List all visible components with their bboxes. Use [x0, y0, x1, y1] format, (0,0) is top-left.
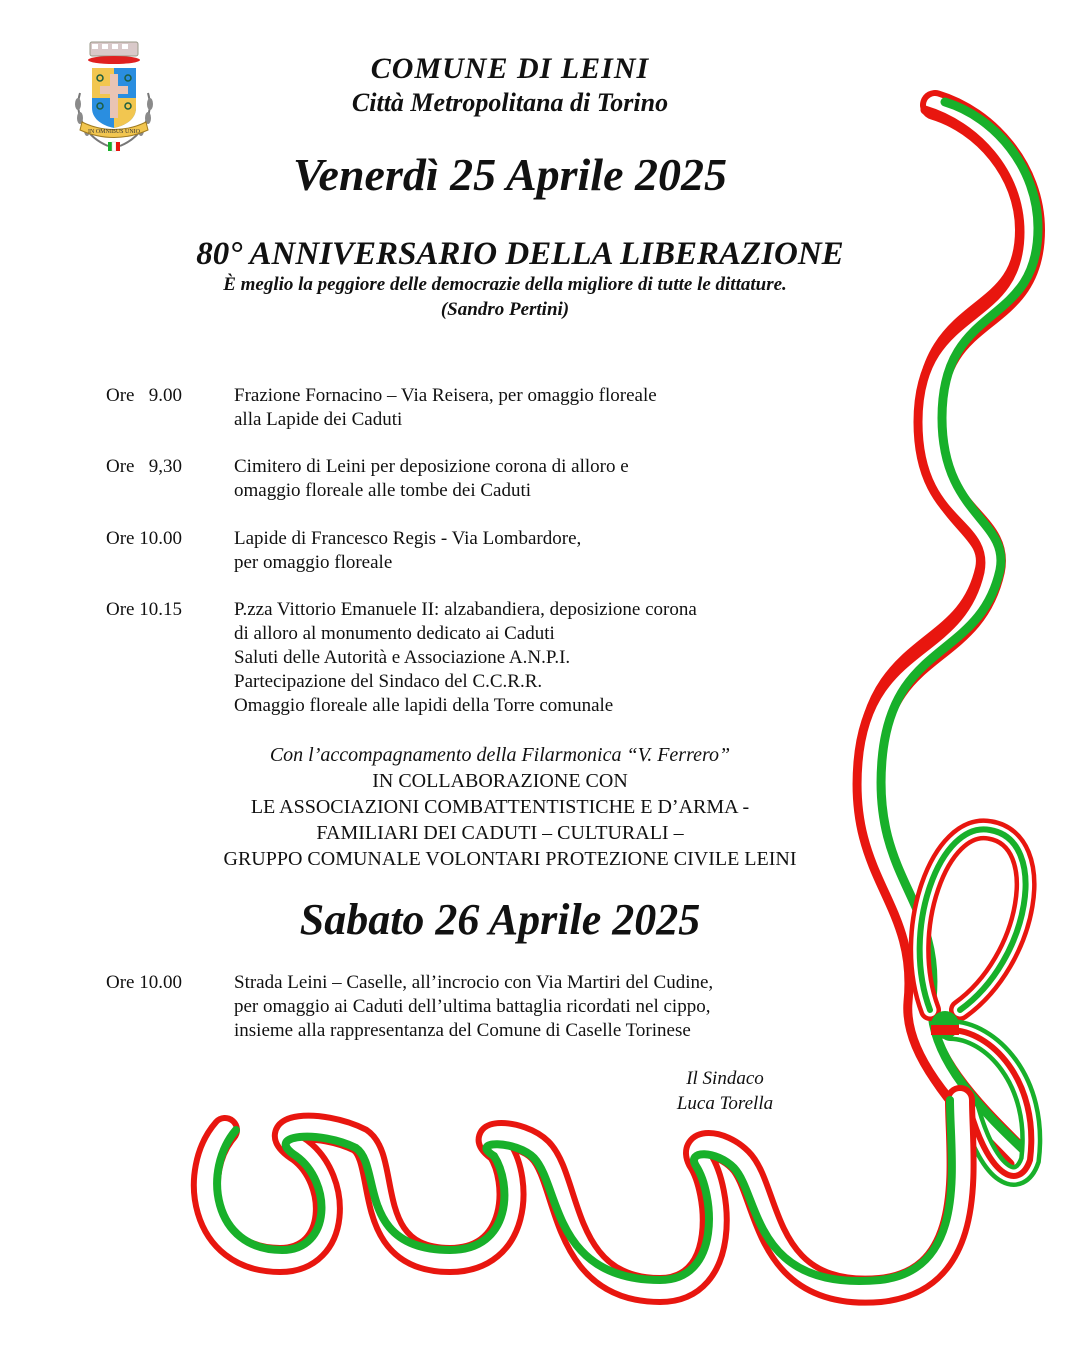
- schedule-description: Frazione Fornacino – Via Reisera, per omaggio floreale: [234, 385, 657, 406]
- signature-name: Luca Torella: [676, 1093, 774, 1114]
- collaboration-line: IN COLLABORAZIONE CON: [372, 770, 628, 792]
- schedule-time: Ore 9.00: [106, 385, 182, 406]
- crest-motto: IN OMNIBUS UNIO: [88, 129, 140, 135]
- schedule-description: di alloro al monumento dedicato ai Caduti: [234, 623, 555, 644]
- schedule-description: Omaggio floreale alle lapidi della Torre comunale: [234, 695, 614, 716]
- schedule-description: P.zza Vittorio Emanuele II: alzabandiera, deposizione corona: [234, 599, 697, 620]
- metro-city-subtitle: Città Metropolitana di Torino: [351, 88, 669, 117]
- day2-date-heading: Sabato 26 Aprile 2025: [299, 895, 701, 944]
- signature-block: [650, 1066, 800, 1116]
- signature-role: Il Sindaco: [686, 1068, 764, 1089]
- schedule-time: Ore 10.00: [106, 528, 182, 549]
- municipality-title: COMUNE DI LEINI: [370, 52, 650, 85]
- quote-author: (Sandro Pertini): [440, 299, 570, 320]
- schedule-description: Cimitero di Leini per deposizione corona di alloro e: [234, 456, 629, 477]
- schedule-time: Ore 10.00: [106, 972, 182, 993]
- schedule-description: Strada Leini – Caselle, all’incrocio con Via Martiri del Cudine,: [234, 972, 714, 993]
- collaboration-line: GRUPPO COMUNALE VOLONTARI PROTEZIONE CIVILE LEINI: [223, 848, 797, 870]
- day1-date-heading: Venerdì 25 Aprile 2025: [292, 149, 728, 200]
- collaboration-line: LE ASSOCIAZIONI COMBATTENTISTICHE E D’ARMA -: [250, 796, 750, 818]
- schedule-description: Saluti delle Autorità e Associazione A.N.P.I.: [234, 647, 571, 668]
- schedule-description: per omaggio ai Caduti dell’ultima battaglia ricordati nel cippo,: [234, 996, 711, 1017]
- schedule-description: insieme alla rappresentanza del Comune di Caselle Torinese: [234, 1020, 691, 1041]
- quote: È meglio la peggiore delle democrazie della migliore di tutte le dittature.: [223, 274, 787, 295]
- schedule-description: Lapide di Francesco Regis - Via Lombardore,: [234, 528, 582, 549]
- schedule-description: omaggio floreale alle tombe dei Caduti: [234, 480, 532, 501]
- schedule-description: alla Lapide dei Caduti: [234, 409, 403, 430]
- anniversary-heading: 80° ANNIVERSARIO DELLA LIBERAZIONE: [196, 236, 844, 272]
- schedule-time: Ore 10.15: [106, 599, 182, 620]
- collaboration-block: [0, 742, 1000, 872]
- schedule-description: per omaggio floreale: [234, 552, 393, 573]
- collaboration-line: FAMILIARI DEI CADUTI – CULTURALI –: [316, 822, 684, 844]
- schedule-time: Ore 9,30: [106, 456, 182, 477]
- ribbon-bow: [920, 829, 1032, 1176]
- accompaniment-note: Con l’accompagnamento della Filarmonica “V. Ferrero”: [269, 744, 731, 766]
- schedule-description: Partecipazione del Sindaco del C.C.R.R.: [234, 671, 543, 692]
- ribbon-bottom-spiral: [206, 1100, 962, 1291]
